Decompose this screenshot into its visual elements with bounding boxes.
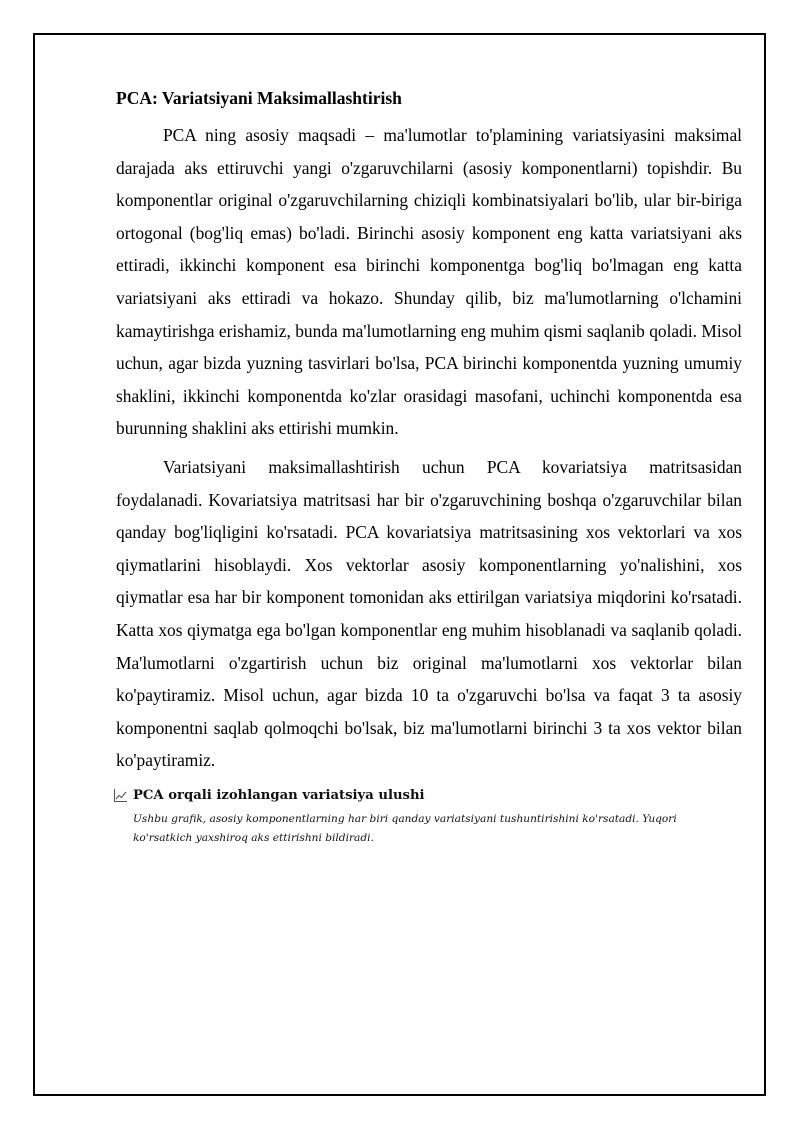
chart-title: PCA orqali izohlangan variatsiya ulushi — [133, 788, 425, 804]
paragraph-2: Variatsiyani maksimallashtirish uchun PCA kovariatsiya matritsasidan foydalanadi. Kovariatsiya matritsasi har bir o'zgaruvchining boshqa o'zgaruvchilar bilan qanday bog'liqligini ko'rsatadi. PCA kovariatsiya matritsasining xos vektorlari va xos qiymatlarini hisoblaydi. Xos vektorlar asosiy komponentlarning yo'nalishini, xos qiymatlar esa har bir komponent tomonidan aks ettirilgan variatsiya miqdorini ko'rsatadi. Katta xos qiymatga ega bo'lgan komponentlar eng muhim hisoblanadi va saqlanib qoladi. Ma'lumotlarni o'zgartirish uchun biz original ma'lumotlarni xos vektorlar bilan ko'paytiramiz. Misol uchun, agar bizda 10 ta o'zgaruvchi bo'lsa va faqat 3 ta asosiy komponentni saqlab qolmoqchi bo'lsak, biz ma'lumotlarni birinchi 3 ta xos vektor bilan ko'paytiramiz. — [116, 456, 742, 771]
chart-line-icon — [113, 788, 128, 803]
chart-description: Ushbu grafik, asosiy komponentlarning har biri qanday variatsiyani tushuntirishini ko'rsatadi. Yuqori ko'rsatkich yaxshiroq aks ettirishni bildiradi. — [133, 812, 677, 844]
paragraph-1: PCA ning asosiy maqsadi – ma'lumotlar to'plamining variatsiyasini maksimal darajada aks ettiruvchi yangi o'zgaruvchilarni (asosiy komponentlarni) topishdir. Bu komponentlar original o'zgaruvchilarning chiziqli kombinatsiyalari bo'lib, ular bir-biriga ortogonal (bog'liq emas) bo'ladi. Birinchi asosiy komponent eng katta variatsiyani aks ettiradi, ikkinchi komponent esa birinchi komponentga bog'liq bo'lmagan eng katta variatsiyani aks ettiradi va hokazo. Shunday qilib, biz ma'lumotlarning o'lchamini kamaytirishga erishamiz, bunda ma'lumotlarning eng muhim qismi saqlanib qoladi. Misol uchun, agar bizda yuzning tasvirlari bo'lsa, PCA birinchi komponentda yuzning umumiy shaklini, ikkinchi komponentda ko'zlar orasidagi masofani, uchinchi komponentda esa burunning shaklini aks ettirishi mumkin. — [116, 125, 742, 439]
chart-caption-header — [113, 785, 742, 807]
document-body — [116, 86, 742, 848]
section-heading: PCA: Variatsiyani Maksimallashtirish — [116, 88, 402, 108]
